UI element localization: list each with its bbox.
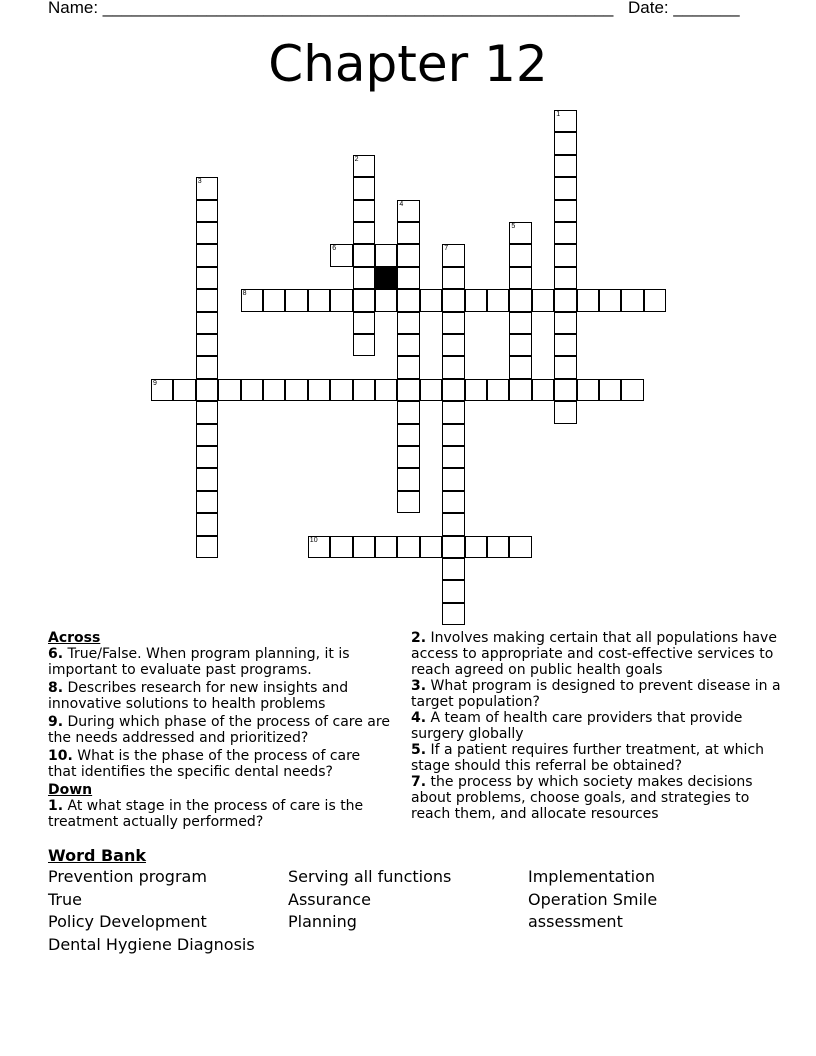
crossword-cell[interactable] [397,289,419,311]
crossword-cell[interactable] [509,356,531,378]
crossword-cell[interactable] [442,379,464,401]
page-title: Chapter 12 [268,35,548,93]
crossword-cell[interactable] [196,491,218,513]
crossword-cell[interactable] [196,401,218,423]
crossword-cell[interactable] [151,379,173,401]
crossword-cell[interactable] [442,603,464,625]
word-bank-item: Implementation [528,867,656,886]
crossword-cell[interactable] [353,379,375,401]
crossword-cell[interactable] [196,334,218,356]
crossword-cell[interactable] [330,289,352,311]
word-bank-item: Planning [288,912,357,931]
crossword-cell-number: 5 [511,223,516,230]
crossword-cell[interactable] [353,312,375,334]
crossword-cell[interactable] [554,379,576,401]
crossword-cell[interactable] [196,446,218,468]
crossword-cell[interactable] [397,334,419,356]
crossword-cell[interactable] [554,222,576,244]
down-heading: Down [48,782,93,798]
crossword-cell[interactable] [577,289,599,311]
crossword-cell[interactable] [487,289,509,311]
crossword-cell[interactable] [285,379,307,401]
word-bank-item: Assurance [288,889,371,909]
clue-down-7 [411,774,781,822]
crossword-block-cell [375,267,397,289]
clue-text: A team of health care providers that provide surgery globally [411,710,743,742]
crossword-cell[interactable] [554,401,576,423]
crossword-cell[interactable] [442,491,464,513]
crossword-cell[interactable] [375,536,397,558]
clue-text: the process by which society makes decisions about problems, choose goals, and strategies to reach them, and allocate resources [411,774,753,822]
crossword-cell-number: 2 [354,155,359,163]
crossword-cell-number: 3 [197,178,202,186]
crossword-cell[interactable] [509,244,531,266]
crossword-cell[interactable] [353,334,375,356]
crossword-cell[interactable] [442,580,464,602]
crossword-cell[interactable] [442,558,464,580]
crossword-cell[interactable] [196,379,218,401]
crossword-cell[interactable] [397,536,419,558]
crossword-cell-number: 9 [153,379,157,387]
crossword-cell[interactable] [420,536,442,558]
date-field-label: Date: _______ [628,0,740,17]
crossword-cell[interactable] [442,513,464,535]
crossword-cell[interactable] [196,513,218,535]
crossword-cell[interactable] [554,267,576,289]
clue-number: 7. [411,774,427,790]
crossword-cell[interactable] [465,289,487,311]
crossword-cell[interactable] [442,424,464,446]
crossword-cell[interactable] [621,289,643,311]
crossword-cell[interactable] [599,379,621,401]
clue-down-5 [411,742,781,774]
crossword-cell[interactable] [532,379,554,401]
crossword-cell[interactable] [196,312,218,334]
crossword-cell[interactable] [353,177,375,199]
crossword-cell[interactable] [577,379,599,401]
clue-down-4 [411,710,781,742]
clue-down-2 [411,630,781,678]
clue-number: 5. [411,742,427,758]
clue-text: True/False. When program planning, it is important to evaluate past programs. [48,646,350,678]
crossword-cell[interactable] [375,289,397,311]
crossword-cell[interactable] [420,379,442,401]
word-bank-item: Serving all functions [288,867,452,886]
crossword-cell[interactable] [397,446,419,468]
crossword-cell[interactable] [353,155,375,177]
crossword-cell[interactable] [509,312,531,334]
crossword-cell[interactable] [465,379,487,401]
crossword-cell[interactable] [308,379,330,401]
crossword-cell[interactable] [554,200,576,222]
word-bank-column-1 [48,866,255,956]
clue-down-3 [411,678,781,710]
crossword-cell[interactable] [375,244,397,266]
clue-text: What is the phase of the process of care that identifies the specific dental needs? [48,748,361,780]
crossword-cell[interactable] [532,289,554,311]
crossword-cell[interactable] [173,379,195,401]
crossword-cell-number: 4 [399,200,404,208]
crossword-cell[interactable] [487,379,509,401]
crossword-cell[interactable] [308,289,330,311]
clue-text: During which phase of the process of care are the needs addressed and prioritized? [48,714,390,746]
crossword-cell[interactable] [554,132,576,154]
crossword-cell[interactable] [465,536,487,558]
crossword-cell[interactable] [442,536,464,558]
crossword-cell[interactable] [196,267,218,289]
clue-text: Describes research for new insights and innovative solutions to health problems [48,680,349,712]
crossword-cell-number: 7 [444,245,449,253]
clue-across-10 [48,748,393,780]
crossword-cell[interactable] [397,401,419,423]
clue-text: What program is designed to prevent disease in a target population? [411,678,781,710]
word-bank-item: Dental Hygiene Diagnosis [48,934,255,954]
crossword-cell[interactable] [442,334,464,356]
crossword-cell[interactable] [554,356,576,378]
word-bank-item: True [48,889,82,909]
clue-number: 9. [48,714,64,730]
crossword-cell[interactable] [375,379,397,401]
crossword-cell[interactable] [442,401,464,423]
crossword-cell[interactable] [196,222,218,244]
clue-across-6 [48,646,393,678]
crossword-cell[interactable] [442,356,464,378]
crossword-cell[interactable] [442,267,464,289]
clues-right-column [411,630,781,822]
clue-number: 6. [48,646,64,662]
word-bank-item: Prevention program [48,867,207,886]
crossword-cell[interactable] [554,334,576,356]
crossword-cell[interactable] [397,222,419,244]
crossword-cell[interactable] [353,244,375,266]
crossword-cell[interactable] [353,267,375,289]
crossword-cell[interactable] [330,244,352,266]
crossword-cell[interactable] [442,468,464,490]
crossword-cell[interactable] [509,536,531,558]
crossword-cell-number: 10 [309,536,318,544]
crossword-cell[interactable] [554,155,576,177]
clues-left-column [48,630,393,832]
crossword-cell[interactable] [509,379,531,401]
crossword-cell[interactable] [554,244,576,266]
crossword-cell-number: 1 [556,111,561,118]
crossword-cell[interactable] [330,379,352,401]
crossword-cell[interactable] [196,289,218,311]
crossword-cell[interactable] [397,312,419,334]
crossword-cell[interactable] [196,536,218,558]
clue-number: 3. [411,678,427,694]
crossword-cell[interactable] [397,424,419,446]
crossword-cell[interactable] [263,379,285,401]
crossword-cell[interactable] [196,200,218,222]
clue-text: At what stage in the process of care is the treatment actually performed? [48,798,364,830]
crossword-cell[interactable] [442,446,464,468]
crossword-cell[interactable] [509,267,531,289]
crossword-cell[interactable] [397,468,419,490]
crossword-cell[interactable] [509,334,531,356]
crossword-cell[interactable] [353,222,375,244]
clue-down-1 [48,798,393,830]
crossword-cell[interactable] [196,356,218,378]
crossword-cell[interactable] [397,491,419,513]
clue-across-8 [48,680,393,712]
crossword-cell[interactable] [397,200,419,222]
crossword-cell[interactable] [420,289,442,311]
crossword-cell[interactable] [442,244,464,266]
word-bank-item: assessment [528,912,623,931]
crossword-cell[interactable] [196,244,218,266]
crossword-cell[interactable] [241,379,263,401]
crossword-cell[interactable] [397,356,419,378]
clue-number: 8. [48,680,64,696]
clue-number: 1. [48,798,64,814]
crossword-cell[interactable] [218,379,240,401]
clue-text: If a patient requires further treatment, at which stage should this referral be obtained? [411,742,765,774]
crossword-cell[interactable] [196,468,218,490]
word-bank-title: Word Bank [48,846,147,865]
across-heading: Across [48,630,101,646]
clue-across-9 [48,714,393,746]
clue-number: 2. [411,630,427,646]
crossword-cell[interactable] [487,536,509,558]
crossword-cell[interactable] [196,424,218,446]
word-bank-item: Policy Development [48,912,207,931]
crossword-cell[interactable] [554,312,576,334]
crossword-cell[interactable] [397,379,419,401]
crossword-cell-number: 6 [332,245,337,253]
name-field-label: Name: ______________________________________________________ [48,0,614,17]
crossword-cell[interactable] [241,289,263,311]
clue-number: 10. [48,748,73,764]
word-bank-column-2 [288,866,451,934]
crossword-cell[interactable] [599,289,621,311]
crossword-cell[interactable] [554,177,576,199]
crossword-cell[interactable] [308,536,330,558]
crossword-cell[interactable] [442,312,464,334]
word-bank-item: Operation Smile [528,889,658,909]
crossword-cell[interactable] [621,379,643,401]
clue-number: 4. [411,710,427,726]
crossword-cell[interactable] [263,289,285,311]
crossword-cell[interactable] [330,536,352,558]
crossword-cell[interactable] [353,536,375,558]
crossword-cell[interactable] [644,289,666,311]
crossword-cell[interactable] [397,267,419,289]
crossword-cell[interactable] [196,177,218,199]
crossword-cell[interactable] [353,289,375,311]
crossword-cell[interactable] [509,289,531,311]
crossword-cell[interactable] [397,244,419,266]
clue-text: Involves making certain that all populations have access to appropriate and cost-effective services to reach agreed on public health goals [411,630,777,678]
crossword-cell[interactable] [353,200,375,222]
word-bank-column-3 [528,866,657,934]
crossword-cell-number: 8 [242,290,247,298]
crossword-cell[interactable] [554,289,576,311]
crossword-cell[interactable] [554,110,576,132]
crossword-cell[interactable] [442,289,464,311]
crossword-cell[interactable] [285,289,307,311]
crossword-cell[interactable] [509,222,531,244]
